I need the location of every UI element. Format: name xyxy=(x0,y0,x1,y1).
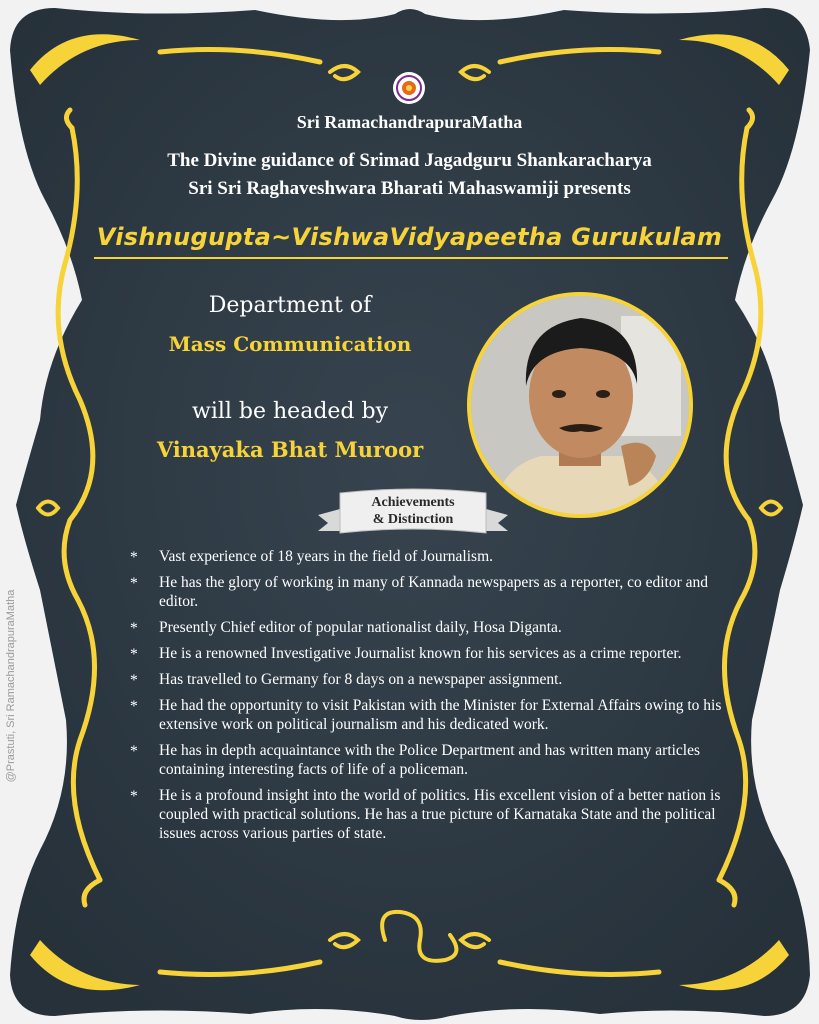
list-item: * He has in depth acquaintance with the Police Department and has written many articles containing interesting facts of life of a policeman. xyxy=(130,742,701,778)
bullet-marker: * xyxy=(130,788,138,805)
matha-emblem-icon xyxy=(393,72,425,104)
achievements-list xyxy=(130,547,750,850)
portrait-photo xyxy=(467,292,693,518)
achievements-banner-line2: & Distinction xyxy=(372,512,454,527)
organization-name: Sri RamachandrapuraMatha xyxy=(296,112,523,132)
bullet-marker: * xyxy=(130,743,138,760)
department-name: Mass Communication xyxy=(168,332,412,356)
department-prefix: Department of xyxy=(208,293,372,318)
head-prefix: will be headed by xyxy=(191,399,389,424)
institution-title: Vishnugupta~VishwaVidyapeetha Gurukulam xyxy=(96,223,723,251)
list-item: * He is a renowned Investigative Journalist known for his services as a crime reporter. xyxy=(130,645,682,663)
list-item: * Presently Chief editor of popular nationalist daily, Hosa Diganta. xyxy=(130,619,562,637)
list-item: * He is a profound insight into the world of politics. His excellent vision of a better nation is coupled with practical solutions. He has a true picture of Karnataka State and the political issues across various parties of state. xyxy=(130,787,721,842)
bullet-marker: * xyxy=(130,549,138,566)
list-item: * Has travelled to Germany for 8 days on a newspaper assignment. xyxy=(130,671,563,689)
head-name: Vinayaka Bhat Muroor xyxy=(156,437,424,462)
list-item: * He had the opportunity to visit Pakistan with the Minister for External Affairs owing to his extensive work on political journalism and his dedicated work. xyxy=(130,697,722,733)
bullet-marker: * xyxy=(130,575,138,592)
bullet-marker: * xyxy=(130,646,138,663)
bullet-marker: * xyxy=(130,672,138,689)
bullet-marker: * xyxy=(130,698,138,715)
guidance-line-2: Sri Sri Raghaveshwara Bharati Mahaswamiji presents xyxy=(188,178,631,199)
list-item: * He has the glory of working in many of Kannada newspapers as a reporter, co editor and editor. xyxy=(130,574,709,610)
bullet-marker: * xyxy=(130,620,138,637)
watermark-text: @Prastuti, Sri RamachandrapuraMatha xyxy=(5,589,17,783)
achievements-banner xyxy=(318,487,508,539)
achievements-banner-line1: Achievements xyxy=(371,495,455,510)
title-underline xyxy=(94,257,728,259)
list-item: * Vast experience of 18 years in the field of Journalism. xyxy=(130,548,494,566)
guidance-line-1: The Divine guidance of Srimad Jagadguru Shankaracharya xyxy=(167,150,652,171)
